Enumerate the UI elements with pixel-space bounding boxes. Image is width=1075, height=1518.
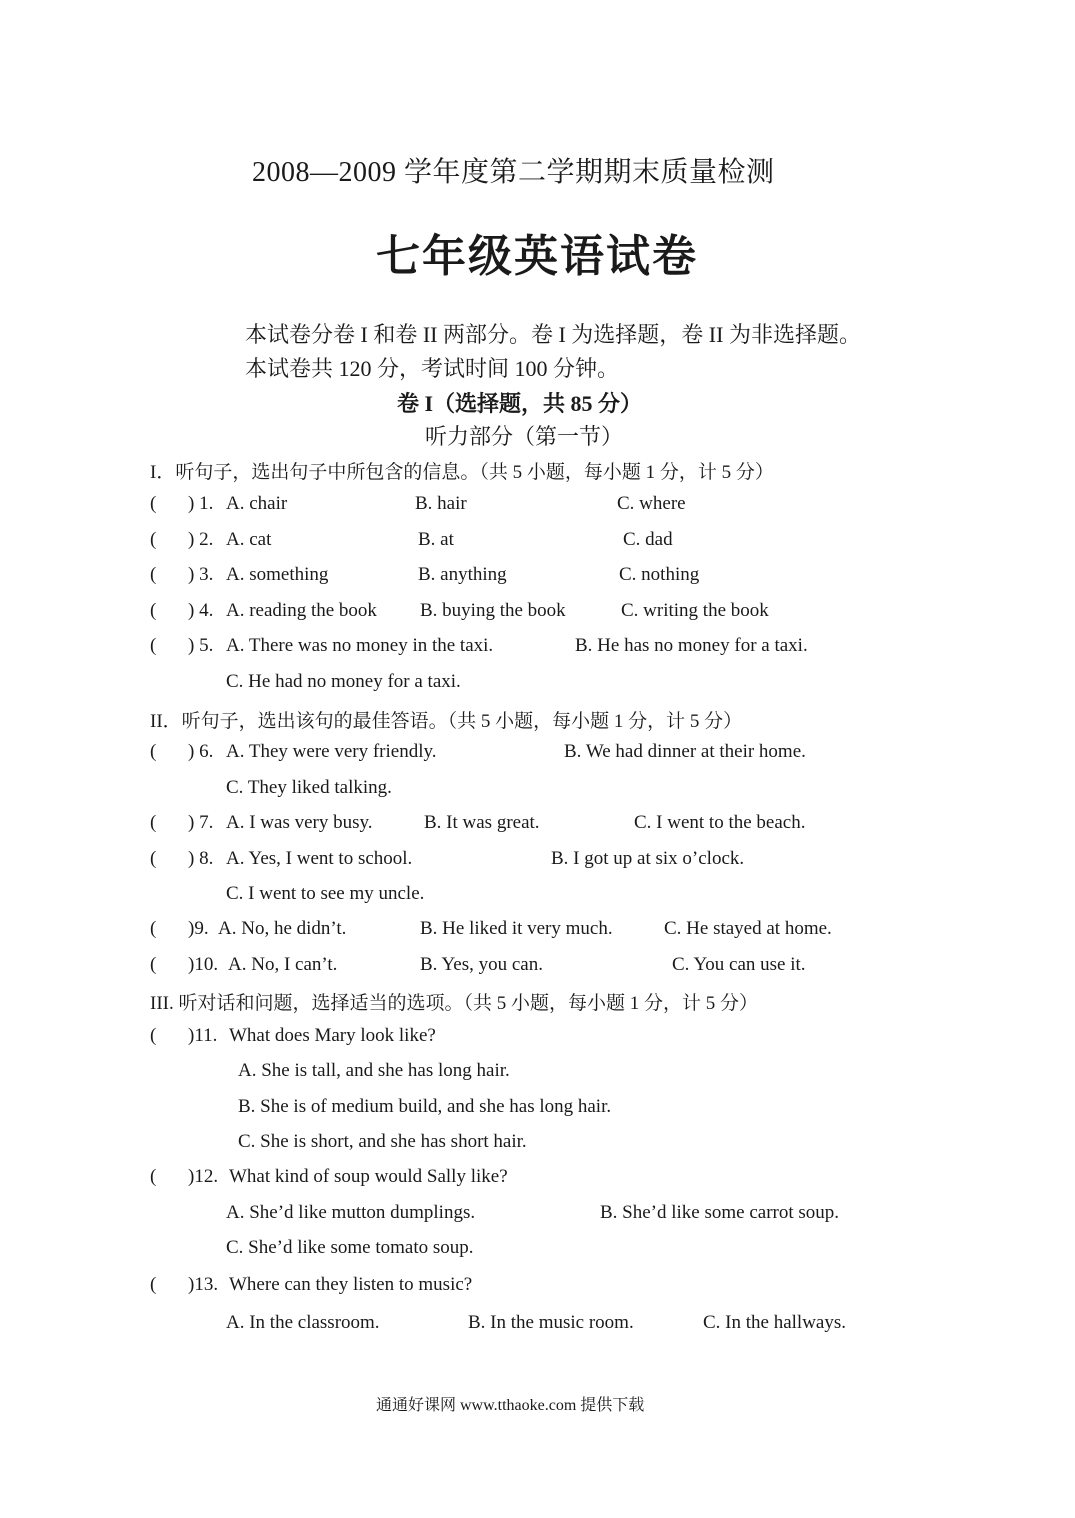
question-stem: What kind of soup would Sally like?: [229, 1166, 508, 1187]
option-a: A. She is tall, and she has long hair.: [238, 1060, 510, 1081]
option-c: C. She is short, and she has short hair.: [238, 1131, 527, 1152]
option-b: B. at: [418, 529, 454, 550]
option-c: C. where: [617, 493, 686, 514]
option-c: C. He had no money for a taxi.: [226, 671, 461, 692]
question-stem: What does Mary look like?: [229, 1025, 436, 1046]
option-c: C. nothing: [619, 564, 700, 585]
answer-paren[interactable]: (: [150, 1274, 157, 1295]
question-number: ) 8.: [188, 848, 214, 869]
option-b: B. She’d like some carrot soup.: [600, 1202, 840, 1223]
option-b: B. anything: [418, 564, 507, 585]
part1-title: 卷 I（选择题，共 85 分）: [397, 391, 643, 416]
option-a: A. There was no money in the taxi.: [226, 635, 494, 656]
option-c: C. I went to the beach.: [634, 812, 806, 833]
option-a: A. No, I can’t.: [228, 954, 338, 975]
answer-paren[interactable]: (: [150, 529, 157, 550]
intro-line-2: 本试卷共 120 分，考试时间 100 分钟。: [245, 356, 620, 381]
option-a: A. chair: [226, 493, 288, 514]
answer-paren[interactable]: (: [150, 741, 157, 762]
question-number: )12.: [188, 1166, 219, 1187]
answer-paren[interactable]: (: [150, 1166, 157, 1187]
option-c: C. writing the book: [621, 600, 769, 621]
answer-paren[interactable]: (: [150, 918, 157, 939]
option-a: A. reading the book: [226, 600, 377, 621]
question-number: ) 1.: [188, 493, 214, 514]
answer-paren[interactable]: (: [150, 635, 157, 656]
question-number: ) 6.: [188, 741, 214, 762]
question-number: ) 7.: [188, 812, 214, 833]
option-b: B. We had dinner at their home.: [564, 741, 806, 762]
option-b: B. She is of medium build, and she has long hair.: [238, 1096, 612, 1117]
question-number: ) 5.: [188, 635, 214, 656]
exam-title: 七年级英语试卷: [376, 232, 698, 281]
question-stem: Where can they listen to music?: [229, 1274, 473, 1295]
option-c: C. dad: [623, 529, 673, 550]
option-b: B. He liked it very much.: [420, 918, 613, 939]
footer-source: 通通好课网 www.tthaoke.com 提供下载: [376, 1397, 645, 1414]
exam-subtitle: 2008—2009 学年度第二学期期末质量检测: [252, 157, 775, 188]
option-a: A. No, he didn’t.: [218, 918, 347, 939]
section-2-instruction: II．听句子，选出该句的最佳答语。（共 5 小题，每小题 1 分，计 5 分）: [150, 711, 743, 732]
option-b: B. buying the book: [420, 600, 566, 621]
question-number: )9.: [188, 918, 209, 939]
option-a: A. She’d like mutton dumplings.: [226, 1202, 476, 1223]
option-a: A. Yes, I went to school.: [226, 848, 413, 869]
option-c: C. You can use it.: [672, 954, 806, 975]
question-number: ) 2.: [188, 529, 214, 550]
answer-paren[interactable]: (: [150, 493, 157, 514]
option-b: B. I got up at six o’clock.: [551, 848, 745, 869]
question-number: )10.: [188, 954, 219, 975]
question-number: )11.: [188, 1025, 218, 1046]
intro-line-1: 本试卷分卷 I 和卷 II 两部分。卷 I 为选择题，卷 II 为非选择题。: [245, 322, 861, 347]
option-b: B. It was great.: [424, 812, 540, 833]
option-a: A. They were very friendly.: [226, 741, 437, 762]
option-b: B. In the music room.: [468, 1312, 634, 1333]
answer-paren[interactable]: (: [150, 564, 157, 585]
question-number: ) 3.: [188, 564, 214, 585]
answer-paren[interactable]: (: [150, 954, 157, 975]
option-a: A. I was very busy.: [226, 812, 373, 833]
option-a: A. In the classroom.: [226, 1312, 380, 1333]
option-c: C. I went to see my uncle.: [226, 883, 425, 904]
option-c: C. He stayed at home.: [664, 918, 832, 939]
option-b: B. hair: [415, 493, 467, 514]
option-a: A. cat: [226, 529, 272, 550]
answer-paren[interactable]: (: [150, 600, 157, 621]
option-b: B. Yes, you can.: [420, 954, 543, 975]
option-c: C. They liked talking.: [226, 777, 392, 798]
option-a: A. something: [226, 564, 329, 585]
answer-paren[interactable]: (: [150, 812, 157, 833]
option-c: C. She’d like some tomato soup.: [226, 1237, 474, 1258]
option-b: B. He has no money for a taxi.: [575, 635, 808, 656]
option-c: C. In the hallways.: [703, 1312, 847, 1333]
answer-paren[interactable]: (: [150, 1025, 157, 1046]
question-number: )13.: [188, 1274, 219, 1295]
question-number: ) 4.: [188, 600, 214, 621]
section-3-instruction: III. 听对话和问题，选择适当的选项。（共 5 小题，每小题 1 分，计 5 分）: [150, 993, 758, 1014]
section-1-instruction: I．听句子，选出句子中所包含的信息。（共 5 小题，每小题 1 分，计 5 分）: [150, 462, 774, 483]
listening-title: 听力部分（第一节）: [425, 424, 624, 449]
answer-paren[interactable]: (: [150, 848, 157, 869]
